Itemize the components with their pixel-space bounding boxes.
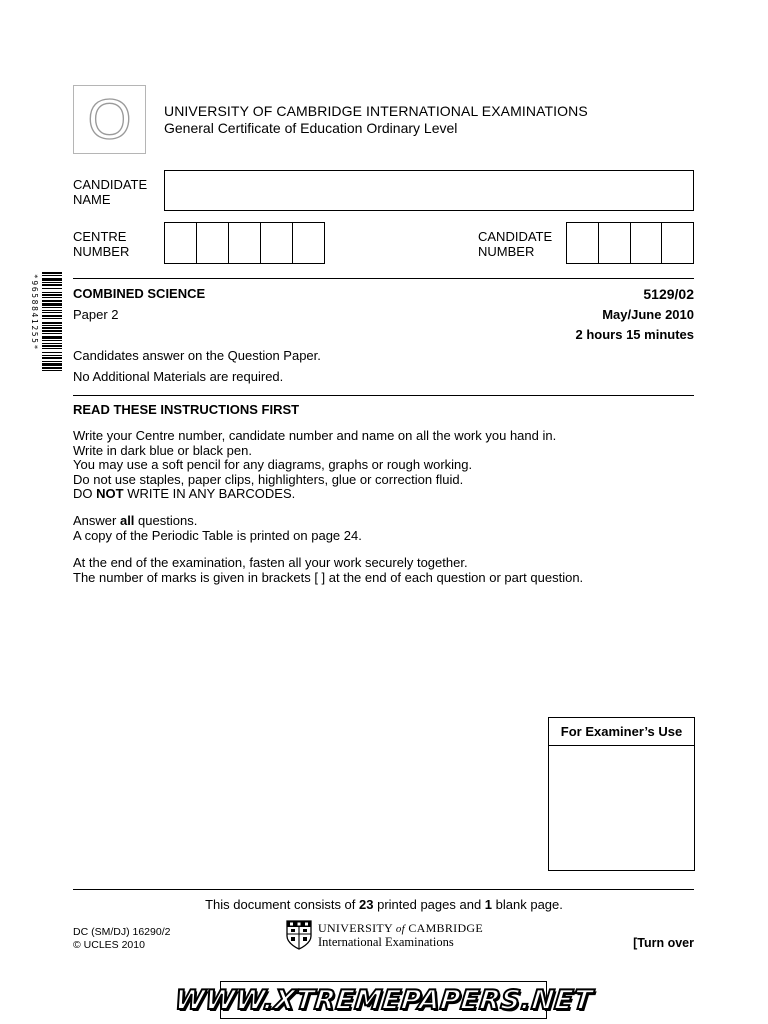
divider [73,395,694,396]
instruction-line: The number of marks is given in brackets [ ] at the end of each question or part question. [73,569,584,585]
instruction-line: A copy of the Periodic Table is printed on page 24. [73,527,362,543]
instruction-line: DO NOT WRITE IN ANY BARCODES. [73,486,296,502]
candidate-name-label: CANDIDATE NAME [73,177,148,207]
instruction-line: Write your Centre number, candidate number and name on all the work you hand in. [73,428,557,443]
instruction-line: Do not use staples, paper clips, highlighters, glue or correction fluid. [73,471,464,487]
materials-text: No Additional Materials are required. [73,369,284,384]
watermark-text: WWW.XTREMEPAPERS.NET [173,984,594,1016]
divider [73,889,694,890]
instruction-line: Write in dark blue or black pen. [73,442,252,458]
subject-title: COMBINED SCIENCE [73,286,206,301]
candidate-digit-box[interactable] [599,223,631,263]
barcode [30,272,62,412]
centre-digit-box[interactable] [293,223,324,263]
centre-number-label: CENTRE NUMBER [73,229,130,259]
answer-instructions [73,514,362,543]
candidate-number-label: CANDIDATE NUMBER [478,229,553,259]
candidate-name-field[interactable] [164,170,694,211]
cambridge-name: UNIVERSITY of CAMBRIDGE [318,920,484,935]
instructions-list [73,429,556,502]
o-level-icon [74,86,145,153]
cambridge-crest-icon [286,920,312,950]
centre-number-field[interactable] [164,222,325,264]
centre-digit-box[interactable] [197,223,229,263]
level-logo [73,85,146,154]
centre-digit-box[interactable] [165,223,197,263]
centre-digit-box[interactable] [261,223,293,263]
barcode-digits: *9658841255* [30,274,39,351]
examiner-use-box [548,717,695,871]
cambridge-subname: International Examinations [318,934,454,949]
watermark-banner[interactable] [173,981,594,1019]
answer-on-text: Candidates answer on the Question Paper. [73,348,321,363]
document-reference: DC (SM/DJ) 16290/2 © UCLES 2010 [73,926,171,951]
exam-session: May/June 2010 [602,307,694,322]
instructions-heading: READ THESE INSTRUCTIONS FIRST [73,402,300,417]
university-name: UNIVERSITY OF CAMBRIDGE INTERNATIONAL EXAMINATIONS [164,103,588,119]
divider [73,278,694,279]
exam-duration: 2 hours 15 minutes [575,327,694,342]
paper-code: 5129/02 [643,286,694,302]
certificate-name: General Certificate of Education Ordinary Level [164,120,458,136]
candidate-number-field[interactable] [566,222,694,264]
end-instructions [73,556,583,585]
candidate-digit-box[interactable] [567,223,599,263]
instruction-line: You may use a soft pencil for any diagrams, graphs or rough working. [73,457,473,473]
svg-text:O: O [87,87,132,151]
instruction-line: At the end of the examination, fasten all your work securely together. [73,555,468,570]
cambridge-logo [286,920,483,950]
examiner-use-heading: For Examiner’s Use [549,718,694,746]
candidate-digit-box[interactable] [631,223,663,263]
paper-number: Paper 2 [73,307,119,322]
turn-over-label: [Turn over [633,936,694,950]
page-count-text: This document consists of 23 printed pages and 1 blank page. [205,897,563,912]
centre-digit-box[interactable] [229,223,261,263]
instruction-line: Answer all questions. [73,513,198,528]
candidate-digit-box[interactable] [662,223,693,263]
barcode-icon [30,272,62,412]
